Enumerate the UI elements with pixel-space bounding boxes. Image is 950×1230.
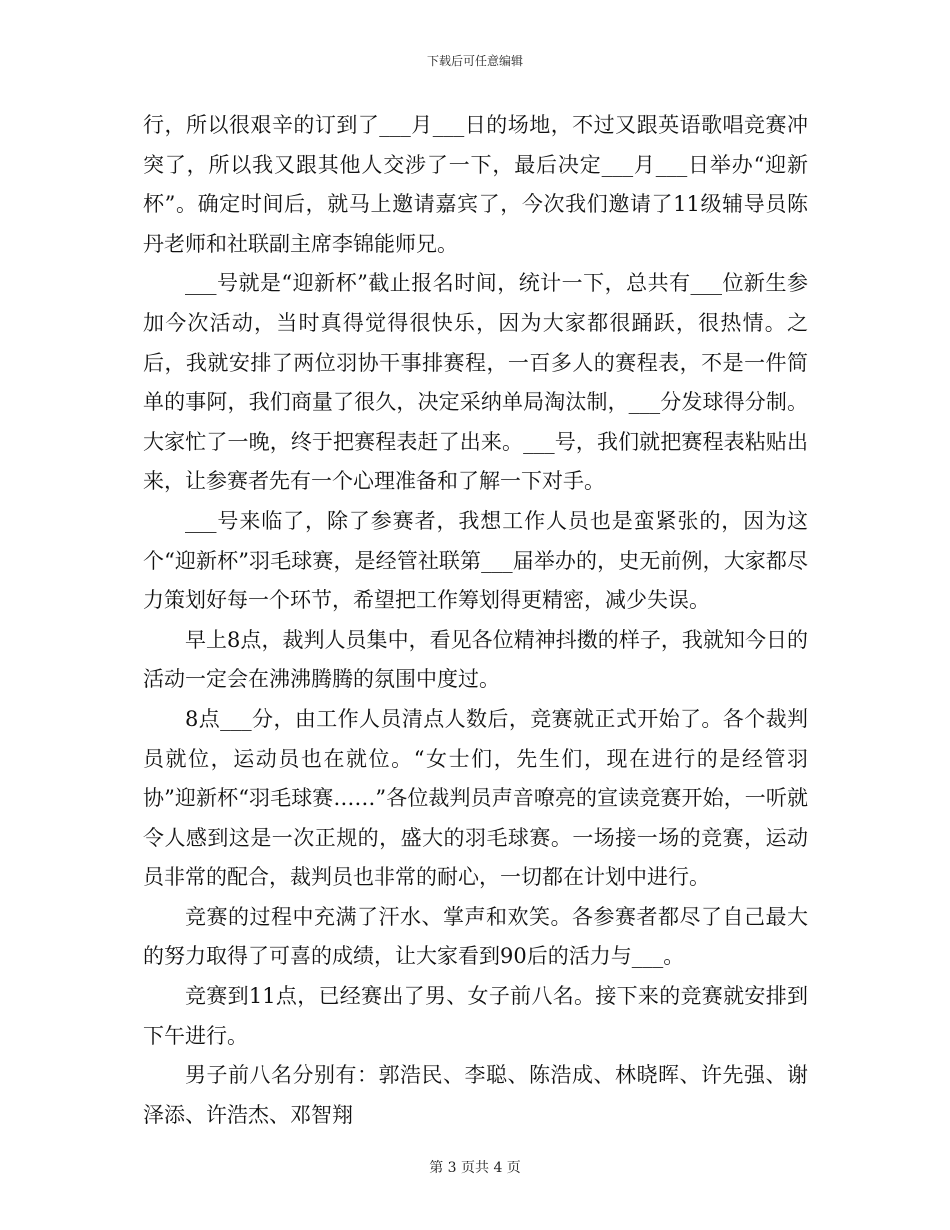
page-header: 下载后可任意编辑 [426,54,523,68]
paragraph-1: 行，所以很艰辛的订到了___月___日的场地，不过又跟英语歌唱竞赛冲突了，所以我又跟其他人交涉了一下，最后决定___月___日举办“迎新杯”。确定时间后，就马上邀请嘉宾了，今次我们邀请了11级辅导员陈丹老师和社联副主席李锦能师兄。 [143,113,808,256]
paragraph-8: 男子前八名分别有：郭浩民、李聪、陈浩成、林晓晖、许先强、谢泽添、许浩杰、邓智翔 [143,1063,808,1127]
paragraph-4: 早上8点，裁判人员集中，看见各位精神抖擞的样子，我就知今日的活动一定会在沸沸腾腾的氛围中度过。 [143,627,808,692]
paragraph-3: ___号来临了，除了参赛者，我想工作人员也是蛮紧张的，因为这个“迎新杯”羽毛球赛，是经管社联第___届举办的，史无前例，大家都尽力策划好每一个环节，希望把工作筹划得更精密，减少失误。 [143,508,808,613]
document-body [143,106,808,1135]
paragraph-5: 8点___分，由工作人员清点人数后，竞赛就正式开始了。各个裁判员就位，运动员也在就位。“女士们，先生们，现在进行的是经管羽协”迎新杯“羽毛球赛……”各位裁判员声音嘹亮的宣读竞赛开始，一听就令人感到这是一次正规的，盛大的羽毛球赛。一场接一场的竞赛，运动员非常的配合，裁判员也非常的耐心，一切都在计划中进行。 [143,706,808,890]
paragraph-7: 竞赛到11点，已经赛出了男、女子前八名。接下来的竞赛就安排到下午进行。 [143,984,808,1048]
page-footer: 第 3 页共 4 页 [429,1160,521,1176]
paragraph-6: 竞赛的过程中充满了汗水、掌声和欢笑。各参赛者都尽了自己最大的努力取得了可喜的成绩，让大家看到90后的活力与___。 [143,904,808,969]
paragraph-2: ___号就是“迎新杯”截止报名时间，统计一下，总共有___位新生参加今次活动，当时真得觉得很快乐，因为大家都很踊跃，很热情。之后，我就安排了两位羽协干事排赛程，一百多人的赛程表，不是一件简单的事阿，我们商量了很久，决定采纳单局淘汰制，___分发球得分制。大家忙了一晚，终于把赛程表赶了出来。___号，我们就把赛程表粘贴出来，让参赛者先有一个心理准备和了解一下对手。 [143,271,808,494]
